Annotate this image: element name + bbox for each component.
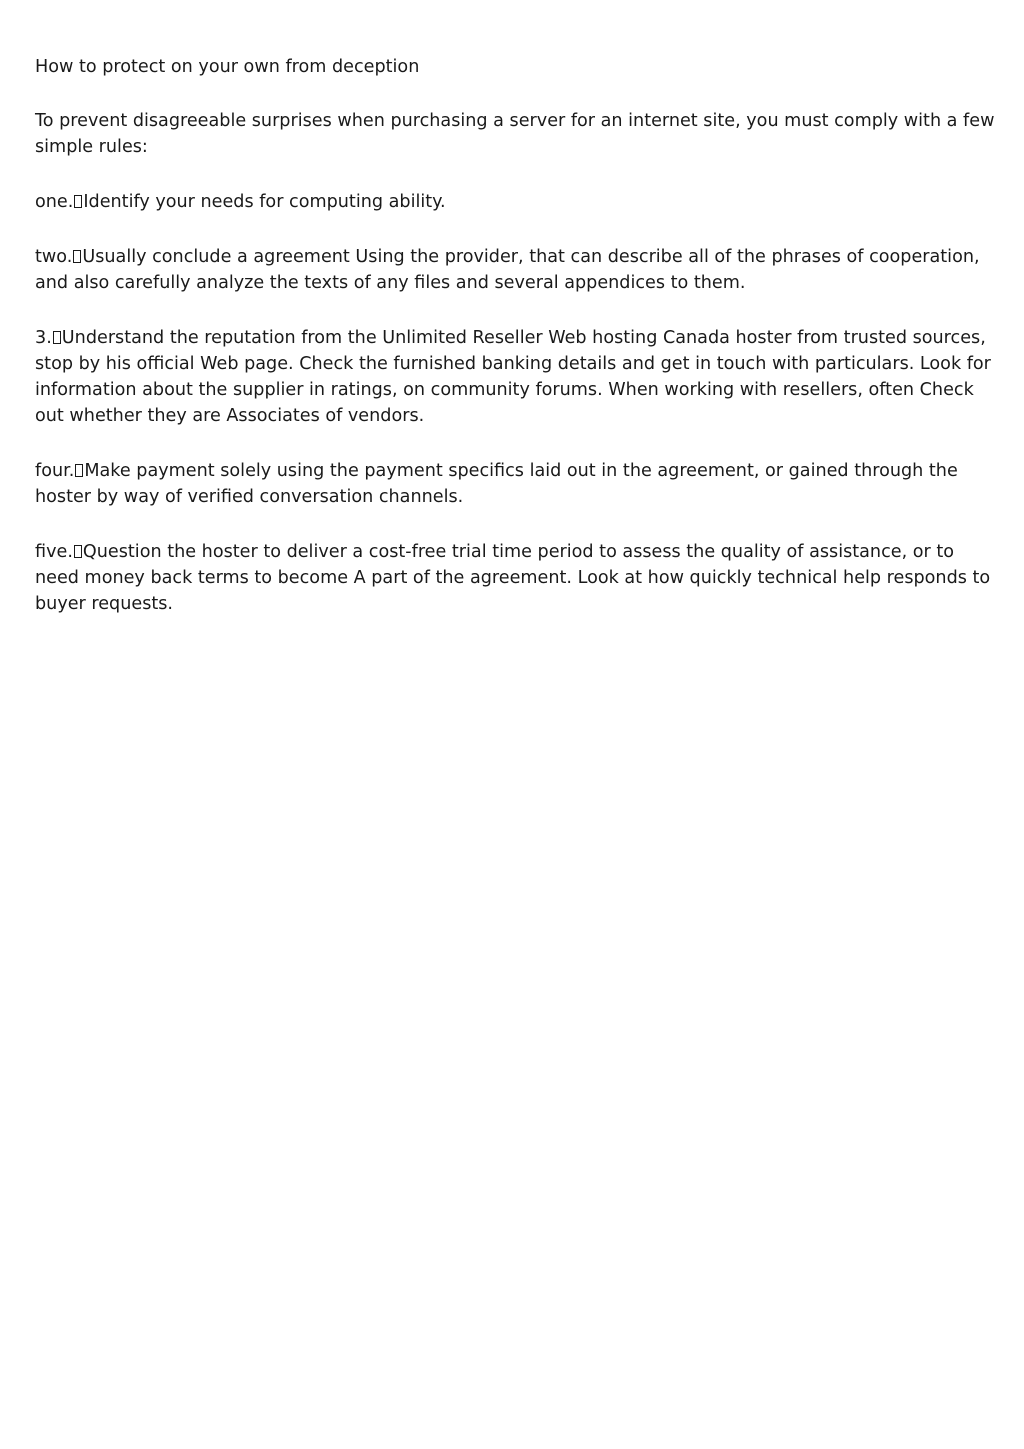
item-number: 3.: [35, 328, 52, 348]
item-number: four.: [35, 461, 75, 481]
item-text: payment solely using the payment specifics laid out in the agreement, or gained through the hoster by way of verified conversation channels.: [35, 461, 958, 507]
missing-glyph-icon: [74, 545, 82, 558]
list-item: [35, 244, 995, 296]
missing-glyph-icon: [53, 331, 61, 344]
item-lead: Question: [82, 542, 162, 562]
item-number: one.: [35, 192, 74, 212]
item-lead: Make: [84, 461, 131, 481]
list-item: [35, 539, 995, 617]
item-lead: Understand: [61, 328, 165, 348]
list-item: [35, 325, 995, 429]
missing-glyph-icon: [73, 250, 81, 263]
document-title: How to protect on your own from deception: [35, 57, 420, 77]
item-lead-group: [35, 461, 131, 481]
item-number: five.: [35, 542, 73, 562]
intro-paragraph: To prevent disagreeable surprises when purchasing a server for an internet site, you must comply with a few simple rules:: [35, 111, 995, 157]
item-text: conclude a agreement Using the provider, that can describe all of the phrases of cooperation, and also carefully analyze the texts of any files and several appendices to them.: [35, 247, 980, 293]
missing-glyph-icon: [75, 464, 83, 477]
item-lead-group: [35, 247, 147, 267]
item-lead-group: [35, 192, 150, 212]
item-text: the hoster to deliver a cost-free trial time period to assess the quality of assistance, or to need money back terms to become A part of the agreement. Look at how quickly technical help responds to buyer requests.: [35, 542, 991, 614]
missing-glyph-icon: [74, 195, 82, 208]
item-lead: Identify: [83, 192, 150, 212]
list-item: [35, 458, 995, 510]
item-lead-group: [35, 328, 164, 348]
document-page: [35, 54, 995, 646]
list-item: [35, 189, 995, 215]
item-number: two.: [35, 247, 73, 267]
item-lead-group: [35, 542, 162, 562]
item-lead: Usually: [82, 247, 147, 267]
item-text: your needs for computing ability.: [155, 192, 446, 212]
item-text: the reputation from the Unlimited Reseller Web hosting Canada hoster from trusted sources, stop by his official Web page. Check the furnished banking details and get in touch with particulars. Look for information about the supplier in ratings, on community forums. When working with resellers, often Check out whether they are Associates of vendors.: [35, 328, 991, 426]
